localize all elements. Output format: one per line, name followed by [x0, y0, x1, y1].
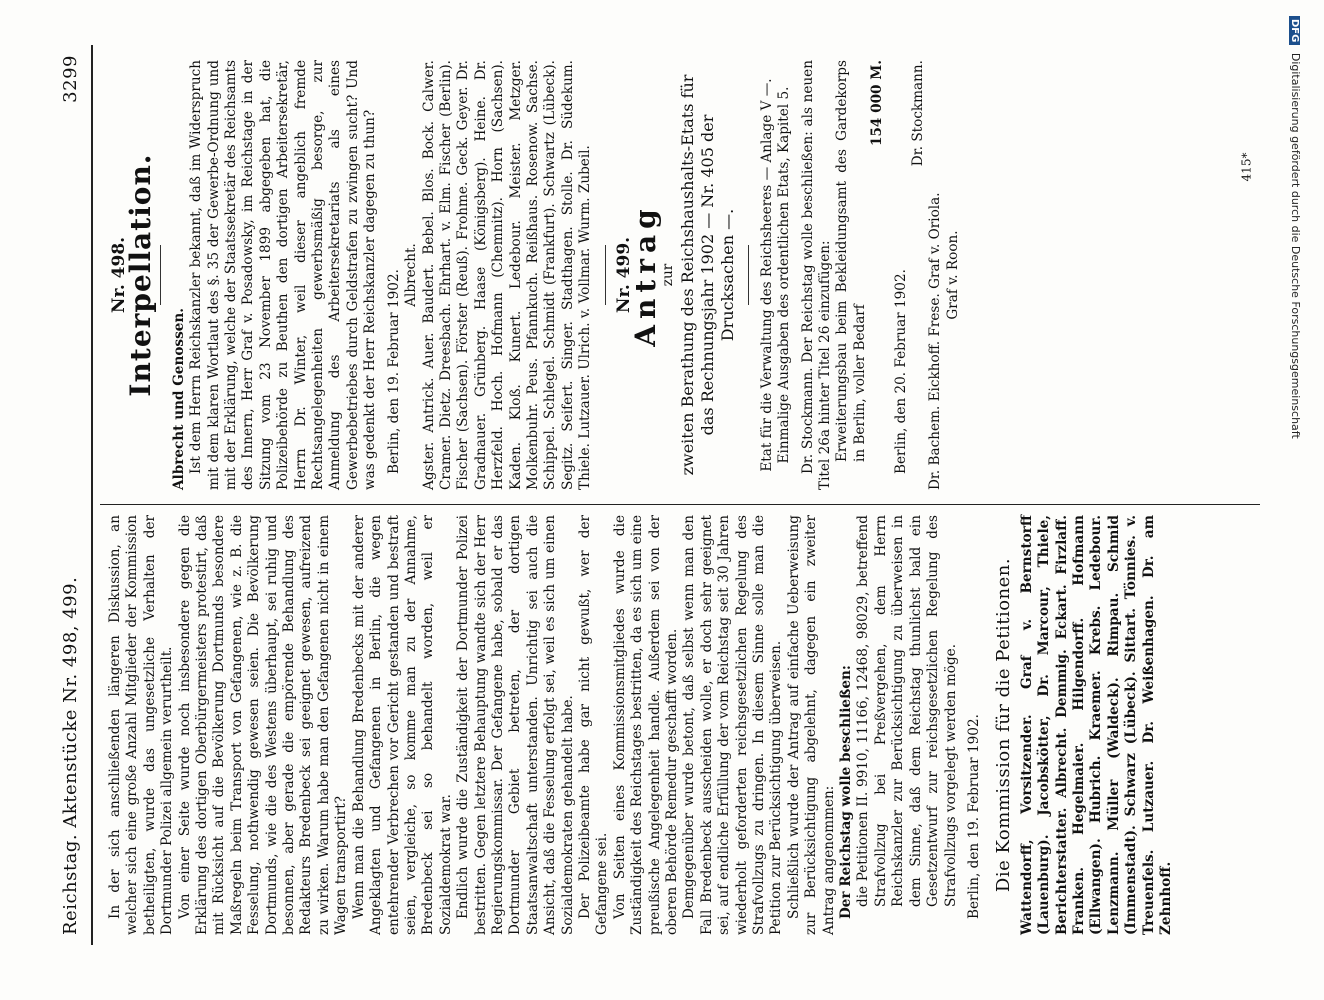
paragraph: In der sich anschließenden längeren Diskussion, an welcher sich eine große Anzahl Mitglieder der Kommission betheiligten, wurde das ungesetzliche Verhalten der Dortmunder Polizei allgemein verurtheilt. [107, 515, 176, 935]
divider [605, 245, 606, 305]
document-number: Nr. 498. [109, 236, 129, 314]
paragraph: Von Seiten eines Kommissionsmitgliedes wurde die Zuständigkeit des Reichstages bestritten, da es sich um eine preußische Angelegenheit handle. Außerdem sei von der oberen Behörde Remedur geschafft worden. [611, 515, 680, 935]
dfg-logo: DFG [1289, 16, 1300, 45]
header-rule [91, 45, 93, 945]
signature-line: Dr. Bachem. Eickhoff. Frese. Graf v. Oriola. [927, 192, 944, 490]
paragraph: Schließlich wurde der Antrag auf einfache Ueberweisung zur Berücksichtigung abgelehnt, dagegen ein zweiter Antrag angenommen: [785, 515, 837, 935]
header-title: Reichstag. Aktenstücke Nr. 498, 499. [60, 576, 81, 935]
left-column [107, 515, 1175, 935]
interpellation-heading: Interpellation. [124, 153, 158, 397]
stockmann-intro: Dr. Stockmann. Der Reichstag wolle beschließen: als neuen Titel 26a hinter Titel 26 einzufügen: [799, 60, 833, 490]
date: Berlin, den 19. Februar 1902. [385, 269, 402, 474]
footer-page-number: 415* [1239, 152, 1254, 182]
resolution-text: die Petitionen II. 9910, 11166, 12468, 98029, betreffend Strafvollzug bei Preßvergehen, dem Herrn Reichskanzler zur Berücksichtigung zu überweisen in dem Sinne, daß dem Reichstag thunlichst bald ein Gesetzentwurf zur reichsgesetzlichen Regelung des Strafvollzugs vorgelegt werden möge. [855, 515, 959, 907]
antrag-heading: Antrag [628, 203, 662, 347]
header-page-number: 3299 [60, 55, 81, 103]
antrag-body: zweiten Berathung des Reichshaushalts-Etats für das Rechnungsjahr 1902 — Nr. 405 der Drucksachen —. [677, 74, 737, 476]
paragraph: Demgegenüber wurde betont, daß selbst wenn man den Fall Bredenbeck ausscheiden wolle, er doch sehr geeignet sei, auf endliche Erfüllung der vom Reichstag seit 30 Jahren wiederholt geforderten reichsgesetzlichen Regelung des Strafvollzugs zu dringen. In diesem Sinne solle man die Petition zur Berücksichtigung überweisen. [681, 515, 785, 935]
titel-text: Erweiterungsbau beim Bekleidungsamt des Gardekorps in Berlin, voller Bedarf [834, 60, 868, 462]
movers: Albrecht und Genossen. [170, 308, 187, 490]
paragraph: Endlich wurde die Zuständigkeit der Dortmunder Polizei bestritten. Gegen letztere Behauptung wandte sich der Herr Regierungskommissar. Der Gefangene habe, sobald er das Dortmunder Gebiet betreten, der dortigen Staatsanwaltschaft unterstanden. Unrichtig sei auch die Ansicht, daß die Fesselung erfolgt sei, weil es sich um einen Sozialdemokraten gehandelt habe. [455, 515, 576, 935]
paragraph: Von einer Seite wurde noch insbesondere gegen die Erklärung des dortigen Oberbürgermeisters protestirt, daß mit Rücksicht auf die Bevölkerung Dortmunds besondere Maßregeln beim Transport von Gefangenen, wie z. B. die Fesselung, nothwendig gewesen seien. Die Bevölkerung Dortmunds, wie die des Westens überhaupt, sei ruhig und besonnen, aber gerade die empörende Behandlung des Redakteurs Bredenbeck sei geeignet gewesen, aufreizend zu wirken. Warum habe man den Gefangenen nicht in einem Wagen transportirt? [176, 515, 350, 935]
credit-text: Digitalisierung gefördert durch die Deutsche Forschungsgemeinschaft [1289, 52, 1302, 439]
ausgaben-line: Einmalige Ausgaben des ordentlichen Etats, Kapitel 5. [776, 86, 793, 464]
signer: Albrecht. [403, 243, 420, 307]
document-number: Nr. 499. [613, 236, 634, 314]
right-column [107, 60, 962, 490]
etat-line: Etat für die Verwaltung des Reichsheeres — Anlage V —. [758, 78, 775, 472]
rotated-page-content [45, 45, 1275, 945]
signature-line: Graf v. Roon. [944, 230, 961, 320]
zur-label: zur [660, 263, 677, 287]
paragraph: Der Polizeibeamte habe gar nicht gewußt, wer der Gefangene sei. [576, 515, 611, 935]
page-header [60, 45, 90, 945]
resolution-intro: Der Reichstag wolle beschließen: [838, 665, 855, 919]
signature-main: Dr. Stockmann. [910, 60, 927, 167]
date: Berlin, den 20. Februar 1902. [892, 269, 909, 474]
paragraph: Wenn man die Behandlung Bredenbecks mit der anderer Angeklagten und Gefangenen in Berlin, die wegen entehrender Verbrechen vor Gericht gestanden und bestraft seien, vergleiche, so komme man zu der Annahme, Bredenbeck sei so behandelt worden, weil er Sozialdemokrat war. [350, 515, 454, 935]
digitization-credit [1282, 16, 1302, 986]
commission-title: Die Kommission für die Petitionen. [993, 557, 1015, 893]
amount: 154 000 M. [869, 60, 886, 146]
commission-members: Wattendorff, Vorsitzender. Graf v. Bernstorff (Lauenburg). Jacobskötter, Dr. Marcour, Thiele, Berichterstatter. Albrecht. Demmig. Eckart. Firzlaff. Franken. Hegelmaier. Hilgendorff. Hofmann (Ellwangen). Hubrich. Kraemer. Krebs. Ledebour. Lenzmann. Müller (Waldeck). Rimpau. Schmid (Immenstadt). Schwarz (Lübeck). Sittart. Tönnies. v. Treuenfels. Lutzauer. Dr. Weißenhagen. Dr. am Zehnhoff. [1018, 515, 1174, 935]
divider [748, 245, 749, 305]
divider [160, 245, 161, 305]
date: Berlin, den 19. Februar 1902. [965, 714, 982, 919]
interpellation-question: Ist dem Herrn Reichskanzler bekannt, daß im Widerspruch mit dem klaren Wortlaut des §. 35 der Gewerbe-Ordnung und mit der Erklärung, welche der Staatssekretär des Reichsamts des Innern, Herr Graf v. Posadowsky, im Reichstage in der Sitzung vom 23 November 1899 abgegeben hat, die Polizeibehörde zu Beuthen den dortigen Arbeitersekretär, Herrn Dr. Winter, weil dieser angeblich fremde Rechtsangelegenheiten gewerbsmäßig besorge, zur Anmeldung des Arbeitersekretariats als eines Gewerbebetriebes durch Geldstrafen zu zwingen sucht? Und was gedenkt der Herr Reichskanzler dagegen zu thun? [188, 60, 379, 490]
column-divider [100, 504, 1260, 505]
cosigners: Agster. Antrick. Auer. Baudert. Bebel. Blos. Bock. Calwer. Cramer. Dietz. Dreesbach. Ehrhart. v. Elm. Fischer (Berlin). Fischer (Sachsen). Förster (Reuß). Frohme. Geck. Geyer. Dr. Gradnauer. Grünberg. Haase (Königsberg). Heine. Dr. Herzfeld. Hoch. Hofmann (Chemnitz). Horn (Sachsen). Kaden. Kloß. Kunert. Ledebour. Meister. Metzger. Molkenbuhr. Peus. Pfannkuch. Reißhaus. Rosenow. Sachse. Schippel. Schlegel. Schmidt (Frankfurt). Schwartz (Lübeck). Segitz. Seifert. Singer. Stadthagen. Stolle. Dr. Südekum. Thiele. Lutzauer. Ulrich. v. Vollmar. Wurm. Zubeil. [420, 60, 594, 490]
